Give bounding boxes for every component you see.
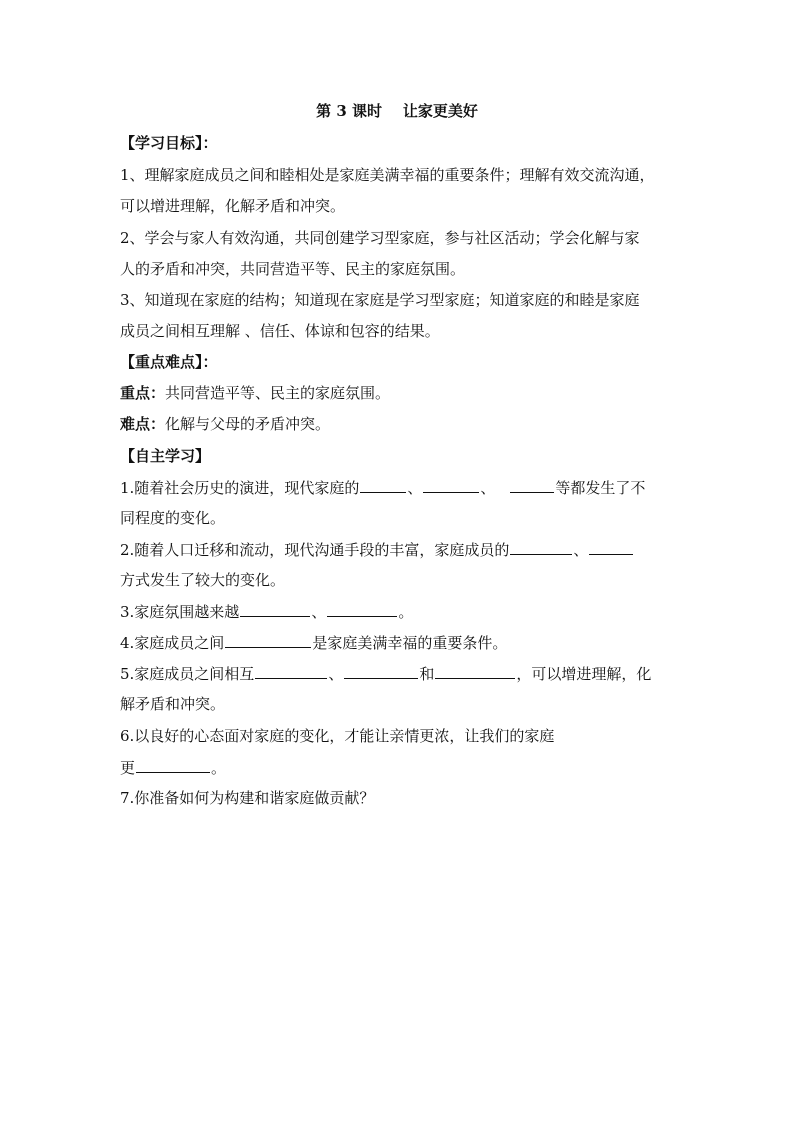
blank[interactable]: [360, 477, 406, 493]
question-1: [120, 477, 645, 498]
question-3-end: 。: [398, 603, 414, 621]
blank[interactable]: [255, 663, 327, 679]
blank[interactable]: [136, 757, 210, 773]
question-4-text: 4.家庭成员之间: [120, 634, 225, 652]
separator: 、: [407, 479, 423, 497]
difficulty-point: [120, 414, 330, 434]
keypoints-header: 【重点难点】：: [120, 353, 218, 371]
question-4: [120, 632, 507, 653]
objective-2-line-2: 人的矛盾和冲突，共同营造平等、民主的家庭氛围。: [120, 260, 466, 278]
objective-1-line-2: 可以增进理解，化解矛盾和冲突。: [120, 197, 346, 215]
question-2-text: 2.随着人口迁移和流动，现代沟通手段的丰富，家庭成员的: [120, 541, 510, 559]
question-2-line-2: 方式发生了较大的变化。: [120, 571, 286, 589]
separator: 、: [573, 541, 589, 559]
connector: 和: [419, 665, 435, 683]
question-6-line-2: [120, 757, 226, 778]
question-5: [120, 663, 651, 684]
question-5-text: 5.家庭成员之间相互: [120, 665, 255, 683]
blank[interactable]: [327, 601, 397, 617]
objective-1-line-1: 1、理解家庭成员之间和睦相处是家庭美满幸福的重要条件；理解有效交流沟通，: [120, 166, 655, 184]
question-6-text: 更: [120, 759, 136, 777]
blank[interactable]: [423, 477, 479, 493]
blank[interactable]: [240, 601, 310, 617]
objective-3-line-2: 成员之间相互理解 、信任、体谅和包容的结果。: [120, 322, 440, 340]
key-point: [120, 383, 390, 403]
objective-3-line-1: 3、知道现在家庭的结构；知道现在家庭是学习型家庭；知道家庭的和睦是家庭: [120, 291, 640, 309]
objective-2-line-1: 2、学会与家人有效沟通，共同创建学习型家庭，参与社区活动；学会化解与家: [120, 229, 640, 247]
question-1-line-2: 同程度的变化。: [120, 509, 226, 527]
question-3-text: 3.家庭氛围越来越: [120, 603, 240, 621]
question-1-text-end: 等都发生了不: [555, 479, 646, 497]
blank[interactable]: [225, 632, 311, 648]
blank[interactable]: [344, 663, 418, 679]
blank[interactable]: [510, 539, 572, 555]
question-6-end: 。: [211, 759, 227, 777]
blank[interactable]: [510, 477, 554, 493]
question-6: 6.以良好的心态面对家庭的变化，才能让亲情更浓，让我们的家庭: [120, 727, 555, 745]
key-text: 共同营造平等、民主的家庭氛围。: [165, 384, 391, 402]
separator: 、: [311, 603, 327, 621]
objectives-header: 【学习目标】：: [120, 134, 218, 152]
key-label: 重点：: [120, 384, 166, 402]
blank[interactable]: [435, 663, 515, 679]
question-5-line-2: 解矛盾和冲突。: [120, 695, 226, 713]
question-2: [120, 539, 634, 560]
separator: 、: [328, 665, 344, 683]
blank[interactable]: [589, 539, 633, 555]
question-5-text-end: ，可以增进理解，化: [516, 665, 652, 683]
question-7: 7.你准备如何为构建和谐家庭做贡献？: [120, 789, 375, 807]
question-3: [120, 601, 413, 622]
question-1-text: 1.随着社会历史的演进，现代家庭的: [120, 479, 360, 497]
difficulty-text: 化解与父母的矛盾冲突。: [165, 415, 331, 433]
lesson-title: 第 3 课时 让家更美好: [316, 102, 478, 120]
question-4-text-end: 是家庭美满幸福的重要条件。: [312, 634, 508, 652]
separator: 、: [480, 479, 496, 497]
difficulty-label: 难点：: [120, 415, 166, 433]
self-study-header: 【自主学习】: [120, 447, 211, 465]
